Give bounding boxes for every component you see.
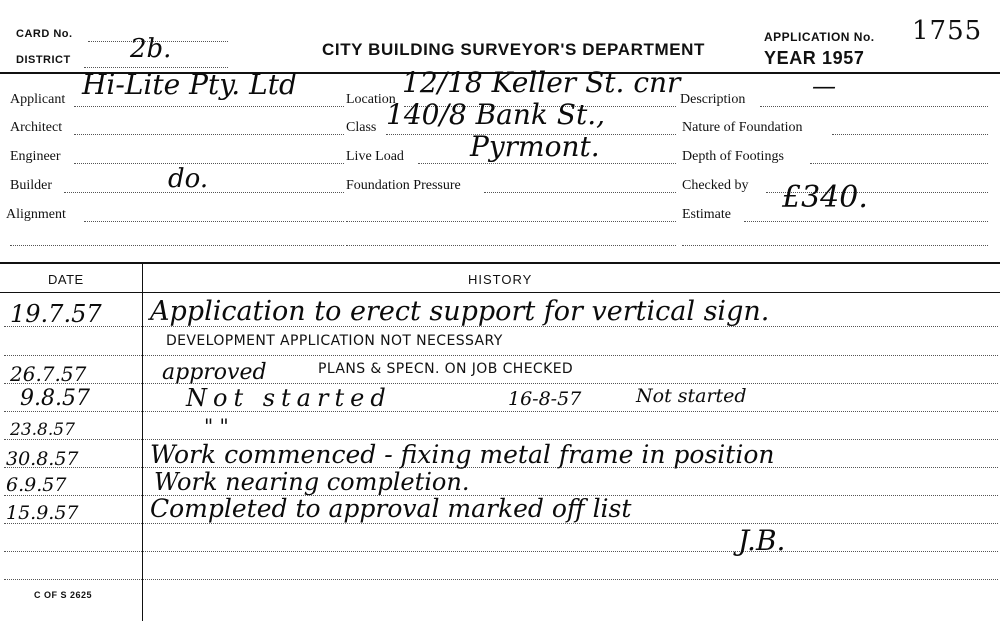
- row-history: approved: [162, 360, 267, 385]
- applicant-line: [74, 106, 344, 107]
- row-line: [4, 523, 998, 524]
- builder-value: do.: [168, 164, 209, 194]
- note-date: 16-8-57: [508, 388, 582, 410]
- row-date: 6.9.57: [6, 474, 67, 496]
- row-history: Work commenced - fixing metal frame in position: [150, 440, 775, 469]
- row-line: [4, 411, 998, 412]
- liveload-label: Live Load: [346, 149, 404, 164]
- table-top-rule: [0, 262, 1000, 264]
- foundation-pressure-label: Foundation Pressure: [346, 178, 461, 193]
- foundation-pressure-line: [484, 192, 676, 193]
- location-value: 12/18 Keller St. cnr: [402, 66, 681, 99]
- district-value: 2b.: [130, 34, 172, 64]
- row-history: Work nearing completion.: [154, 468, 470, 496]
- row-date: 9.8.57: [20, 386, 90, 411]
- architect-label: Architect: [10, 120, 63, 135]
- row-date: 26.7.57: [10, 362, 87, 386]
- architect-line: [74, 134, 344, 135]
- col2-blank-line-2: [346, 245, 676, 246]
- note-text: Not started: [636, 385, 747, 407]
- engineer-line: [74, 163, 344, 164]
- row-line: [4, 579, 998, 580]
- alignment-label: Alignment: [6, 207, 66, 222]
- nature-of-foundation-label: Nature of Foundation: [682, 120, 803, 135]
- form-code: C OF S 2625: [34, 590, 93, 600]
- liveload-value: Pyrmont.: [470, 130, 600, 163]
- row-date: 30.8.57: [6, 448, 79, 470]
- row-line: [4, 551, 998, 552]
- development-stamp: DEVELOPMENT APPLICATION NOT NECESSARY: [166, 333, 503, 349]
- alignment-line: [84, 221, 344, 222]
- row-line: [4, 355, 998, 356]
- col3-blank-line: [682, 245, 988, 246]
- row-date: 23.8.57: [10, 420, 75, 440]
- description-value: —: [812, 72, 836, 100]
- table-header-rule: [0, 292, 1000, 293]
- depth-line: [810, 163, 988, 164]
- col2-blank-line: [346, 221, 676, 222]
- district-label: DISTRICT: [16, 54, 71, 66]
- alignment-line-2: [10, 245, 344, 246]
- history-header: HISTORY: [468, 272, 533, 287]
- row-history: " ": [204, 414, 229, 438]
- estimate-value: £340.: [782, 180, 868, 215]
- class-value: 140/8 Bank St.,: [386, 98, 605, 131]
- initials-signature: J.B.: [738, 524, 786, 557]
- date-header: DATE: [48, 272, 84, 287]
- application-label: APPLICATION No.: [764, 30, 875, 44]
- location-label: Location: [346, 92, 396, 107]
- year-label: YEAR 1957: [764, 48, 865, 68]
- class-label: Class: [346, 120, 377, 135]
- row-date: 19.7.57: [10, 300, 102, 328]
- row-line: [4, 383, 998, 384]
- description-line: [760, 106, 988, 107]
- plans-checked-stamp: PLANS & SPECN. ON JOB CHECKED: [318, 361, 574, 377]
- row-history: Completed to approval marked off list: [150, 494, 632, 523]
- row-history: Application to erect support for vertical sign.: [150, 296, 770, 327]
- estimate-line: [744, 221, 988, 222]
- applicant-value: Hi-Lite Pty. Ltd: [82, 68, 297, 101]
- application-number: 1755: [912, 16, 983, 46]
- department-title: CITY BUILDING SURVEYOR'S DEPARTMENT: [322, 40, 706, 59]
- applicant-label: Applicant: [10, 92, 66, 107]
- card-no-label: CARD No.: [16, 28, 73, 40]
- date-column-divider: [142, 262, 143, 621]
- builder-label: Builder: [10, 178, 52, 193]
- engineer-label: Engineer: [10, 149, 61, 164]
- row-history: Not started: [186, 384, 392, 412]
- liveload-line: [418, 163, 676, 164]
- checked-by-label: Checked by: [682, 178, 749, 193]
- row-date: 15.9.57: [6, 502, 79, 524]
- description-label: Description: [680, 92, 746, 107]
- depth-of-footings-label: Depth of Footings: [682, 149, 784, 164]
- estimate-label: Estimate: [682, 207, 731, 222]
- nature-line: [832, 134, 988, 135]
